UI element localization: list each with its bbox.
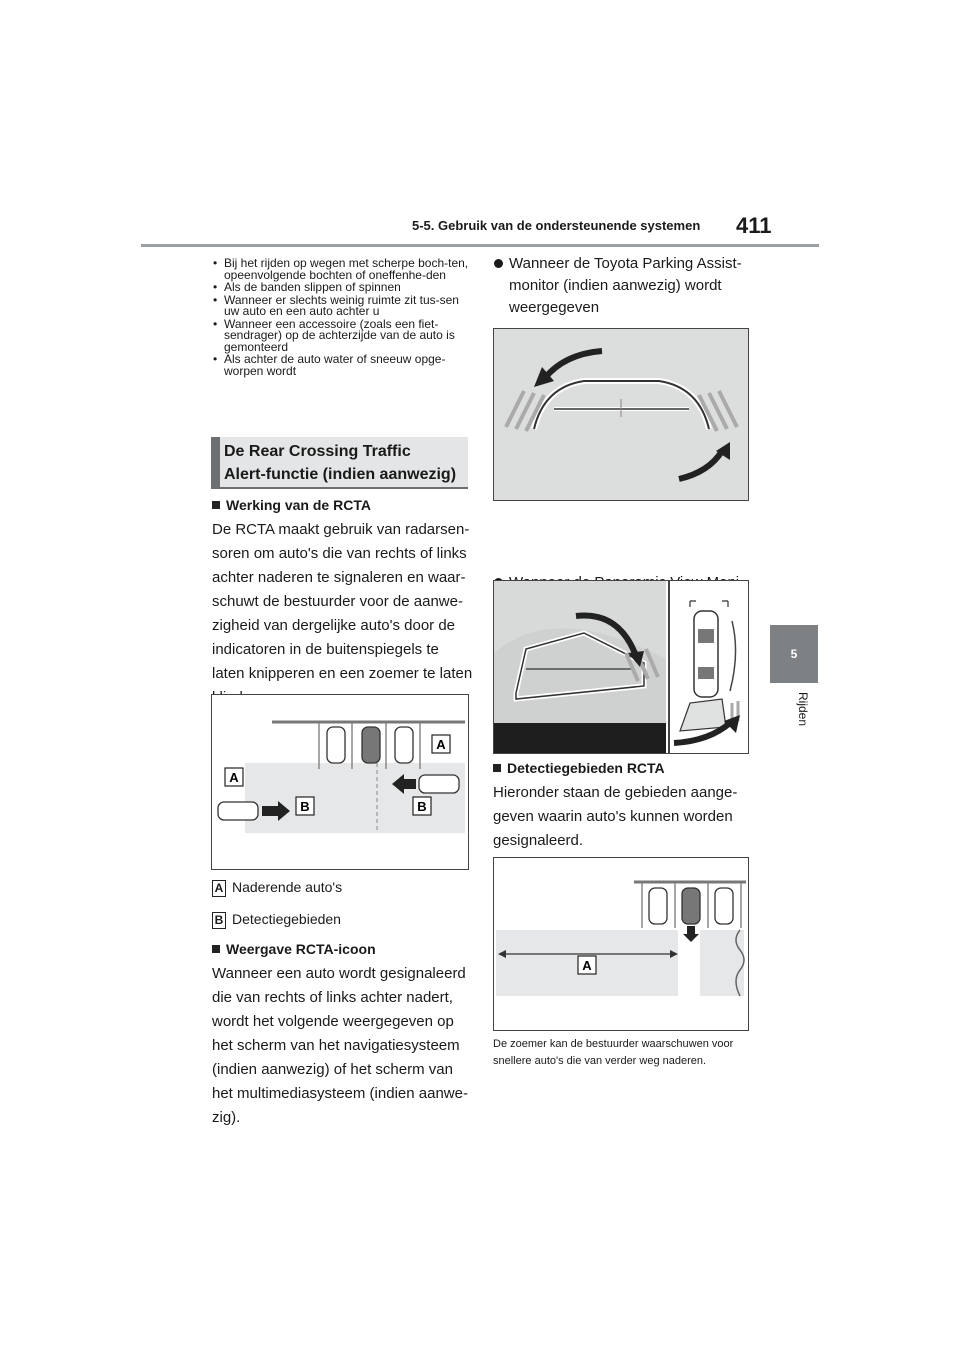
detection-area-figure	[493, 857, 749, 1031]
areas-body: Hieronder staan de gebieden aange-geven waarin auto's kunnen worden gesignaleerd.	[493, 784, 738, 849]
square-bullet-icon	[212, 501, 220, 509]
panoramic-view-figure	[493, 580, 749, 754]
figure-caption: De zoemer kan de bestuurder waarschuwen voor snellere auto's die van verder weg naderen.	[493, 1038, 734, 1067]
label-a-area: A	[582, 958, 592, 973]
square-bullet-icon	[212, 945, 220, 953]
list-item: • Wanneer een accessoire (zoals een fiet-sendrager) op de achterzijde van de auto is gemonteerd	[212, 319, 470, 354]
label-a-right: A	[436, 737, 446, 752]
parking-diagram	[212, 695, 468, 869]
legend-key-b: B	[212, 912, 226, 929]
chapter-tab[interactable]: 5	[770, 625, 818, 683]
condition-list	[212, 258, 470, 378]
page-number: 411	[736, 213, 772, 238]
areas-subheading: Detectiegebieden RCTA	[493, 760, 665, 776]
section-heading	[211, 437, 468, 489]
list-item: • Wanneer er slechts weinig ruimte zit tus-sen uw auto en een auto achter u	[212, 295, 470, 318]
rcta-body: De RCTA maakt gebruik van radarsen-soren om auto's die van rechts of links achter naderen te signaleren en waar-schuwt de bestuurder voor de aanwe-zigheid van dergelijke auto's door de indicatoren in de buitenspiegels te laten knipperen en een zoemer te laten	[212, 521, 473, 682]
icon-body: Wanneer een auto wordt gesignaleerd die van rechts of links achter nadert, wordt het volgende weergegeven op het scherm van het navigatiesysteem (indien aanwezig) of het scherm van het multimediasysteem (indien aanwe-zig).	[212, 965, 468, 1126]
panoramic-view-screen	[494, 581, 748, 753]
list-item: • Als de banden slippen of spinnen	[212, 282, 470, 294]
legend-key-a: A	[212, 880, 226, 897]
icon-subheading: Weergave RCTA-icoon	[212, 941, 376, 957]
label-b-left: B	[300, 799, 310, 814]
section-title-line2: Alert-functie (indien aanwezig)	[224, 466, 457, 483]
list-item: • Bij het rijden op wegen met scherpe boch-ten, opeenvolgende bochten of oneffenhe-den	[212, 258, 470, 281]
square-bullet-icon	[493, 764, 501, 772]
parking-assist-screen	[494, 329, 748, 500]
rcta-subheading: Werking van de RCTA	[212, 497, 371, 513]
legend-a: A Naderende auto's	[212, 879, 342, 897]
section-title-line1: De Rear Crossing Traffic	[224, 443, 411, 460]
parking-assist-figure	[493, 328, 749, 501]
header-rule	[141, 244, 819, 247]
label-a-left: A	[229, 770, 239, 785]
label-b-right: B	[417, 799, 427, 814]
chapter-label: Rijden	[796, 692, 810, 727]
item-parking-assist: Wanneer de Toyota Parking Assist-monitor (indien aanwezig) wordt weergegeven	[493, 253, 763, 319]
list-item: • Als achter de auto water of sneeuw opge-worpen wordt	[212, 354, 470, 377]
detection-area-diagram	[494, 858, 748, 1030]
legend-b: B Detectiegebieden	[212, 911, 341, 929]
running-header: 5-5. Gebruik van de ondersteunende systemen	[412, 218, 701, 233]
rcta-parking-figure	[211, 694, 469, 870]
